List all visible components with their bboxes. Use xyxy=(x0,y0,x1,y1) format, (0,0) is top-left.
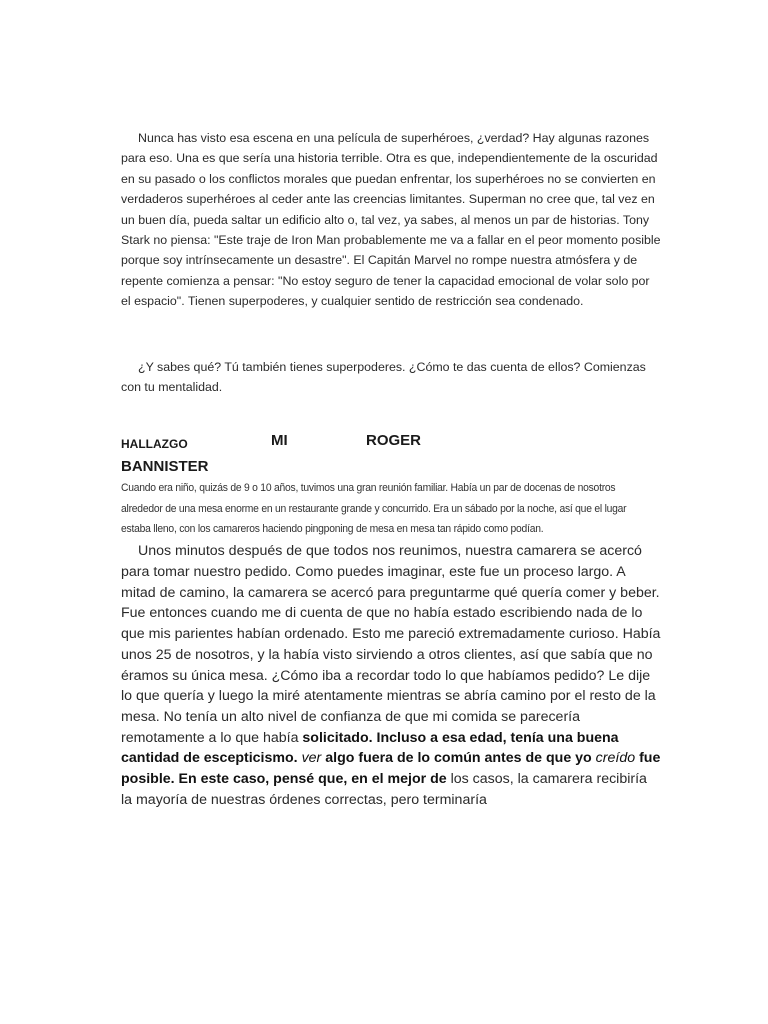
section-heading xyxy=(121,432,661,478)
bold-text-2: algo fuera de lo común antes de que yo xyxy=(325,750,592,767)
paragraph-waitress-text: Unos minutos después de que todos nos reunimos, nuestra camarera se acercó para tomar nuestro pedido. Como puedes imaginar, este fue un proceso largo. A mitad de camino, la camarera se acercó para preguntarme qué quería comer y beber. Fue entonces cuando me di cuenta de que no había estado escribiendo nada de lo que mis parientes habían ordenado. Esto me pareció extremadamente curioso. Había unos 25 de nosotros, y la había visto sirviendo a otros clientes, así que sabía que no éramos su única mesa. ¿Cómo iba a recordar todo lo que habíamos pedido? Le dije lo que quería y luego la miré atentamente mientras se abría camino por el resto de la mesa. No tenía un alto nivel de confianza de que mi comida se parecería remotamente a lo que había xyxy=(121,543,661,746)
paragraph-waitress-ending: los casos, la camarera recibiría la mayoría de nuestras órdenes correctas, pero terminaría xyxy=(121,771,647,808)
paragraph-superpowers: ¿Y sabes qué? Tú también tienes superpoderes. ¿Cómo te das cuenta de ellos? Comienzas con tu mentalidad. xyxy=(121,359,646,395)
italic-text-ver: ver xyxy=(301,750,322,767)
document-page xyxy=(121,128,661,811)
heading-word-bannister: BANNISTER xyxy=(121,458,209,476)
bold-text-3: fue posible. En este caso, pensé que, en el mejor de xyxy=(121,750,661,788)
heading-word-hallazgo: HALLAZGO xyxy=(121,437,188,452)
italic-text-creido: creído xyxy=(595,750,636,767)
heading-word-roger: ROGER xyxy=(366,432,422,450)
heading-first-line xyxy=(121,432,661,454)
paragraph-waitress xyxy=(121,541,661,810)
paragraph-superheroes: Nunca has visto esa escena en una película de superhéroes, ¿verdad? Hay algunas razones para eso. Una es que sería una historia terrible. Otra es que, independientemente de la oscuridad en su pasado o los conflictos morales que puedan enfrentar, los superhéroes no se convierten en verdaderos superhéroes al ceder ante las creencias limitantes. Superman no cree que, tal vez en un buen día, pueda saltar un edificio alto o, tal vez, ya sabes, al menos un par de historias. Tony Stark no piensa: "Este traje de Iron Man probablemente me va a fallar en el peor momento posible porque soy intrínsecamente un desastre". El Capitán Marvel no rompe nuestra atmósfera y de repente comienza a pensar: "No estoy seguro de tener la capacidad emocional de volar solo por el espacio". Tienen superpoderes, y cualquier sentido de restricción sea condenado. xyxy=(121,131,661,309)
bold-text-1: solicitado. Incluso a esa edad, tenía una buena cantidad de escepticismo. xyxy=(121,729,619,767)
heading-word-mi: MI xyxy=(271,432,288,450)
paragraph-family-reunion: Cuando era niño, quizás de 9 o 10 años, tuvimos una gran reunión familiar. Había un par de docenas de nosotros alrededor de una mesa enorme en un restaurante grande y concurrido. Era un sábado por la noche, así que el lugar estaba lleno, con los camareros haciendo pingponing de mesa en mesa tan rápido como podían. xyxy=(121,482,627,536)
